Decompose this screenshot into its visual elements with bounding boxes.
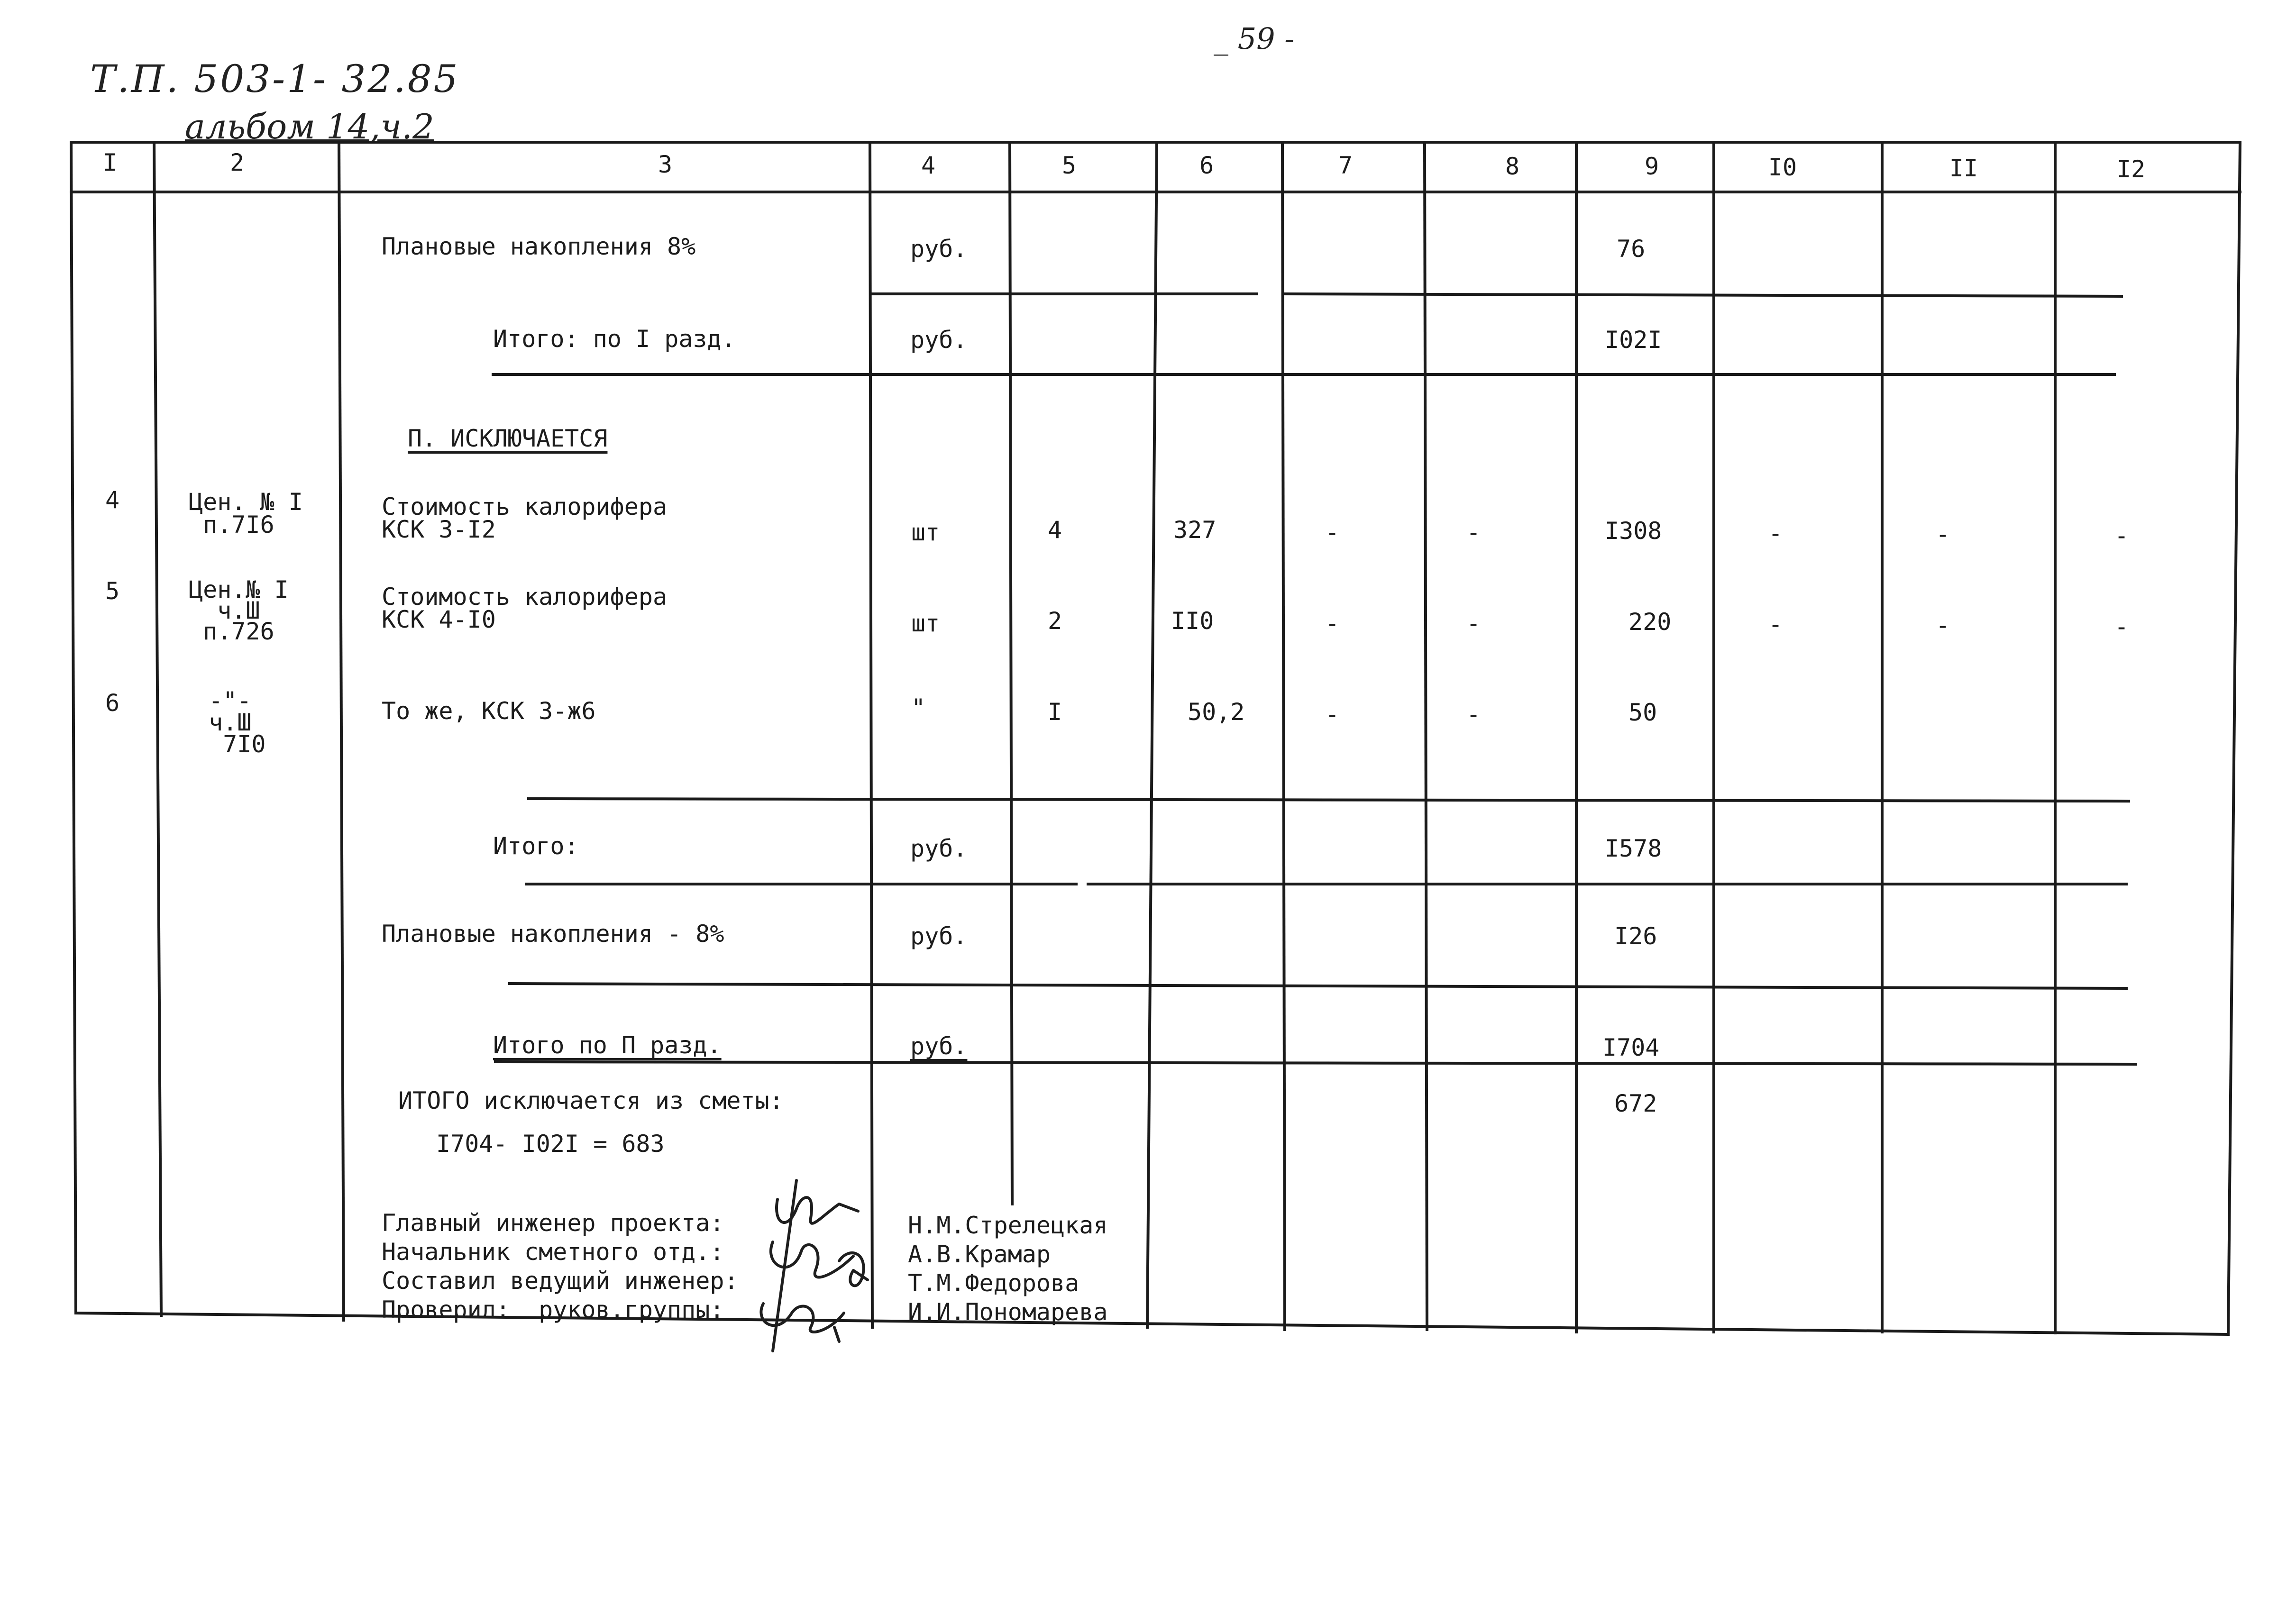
row5-unit: шт (911, 610, 940, 637)
total-unit: руб. (910, 835, 968, 862)
section-heading: П. ИСКЛЮЧАЕТСЯ (408, 425, 608, 452)
col-header-6: 6 (1199, 152, 1214, 179)
row4-qty: 4 (1048, 516, 1062, 544)
col-header-8: 8 (1505, 153, 1520, 180)
row6-unit: " (911, 694, 926, 721)
section1-total-label: Итого: по I разд. (493, 325, 736, 353)
row5-qty: 2 (1048, 607, 1062, 635)
plan-accumulation-unit: руб. (910, 235, 968, 263)
row4-col8: - (1466, 519, 1481, 546)
col-header-3: 3 (658, 151, 673, 178)
section2-total-unit: руб. (910, 1032, 968, 1060)
col-header-7: 7 (1338, 152, 1353, 179)
col-header-11: II (1949, 155, 1978, 182)
section1-total-unit: руб. (910, 326, 968, 354)
page-number: _ 59 - (1214, 21, 1295, 56)
plan-accumulation2-unit: руб. (910, 922, 968, 950)
col-header-9: 9 (1644, 153, 1659, 180)
handwritten-signatures (744, 1171, 906, 1360)
row4-col10: - (1768, 520, 1783, 547)
row5-price: II0 (1171, 607, 1214, 635)
row4-number: 4 (105, 486, 120, 514)
col-header-12: I2 (2116, 155, 2146, 183)
row4-price-ref: Цен. № I п.7I6 (189, 488, 303, 538)
section2-total-label: Итого по П разд. (493, 1031, 722, 1059)
row6-qty: I (1048, 698, 1062, 726)
row4-col7: - (1325, 519, 1340, 546)
section1-total-sum: I02I (1605, 326, 1662, 354)
excluded-total-label: ИТОГО исключается из сметы: (398, 1087, 784, 1114)
row6-col8: - (1466, 701, 1481, 728)
row4-unit: шт (911, 519, 940, 546)
row6-description: То же, КСК 3-ж6 (382, 697, 596, 725)
row6-number: 6 (105, 689, 120, 717)
col-header-10: I0 (1768, 154, 1797, 181)
album-reference: альбом 14,ч.2 (185, 107, 434, 146)
total-label: Итого: (493, 832, 579, 860)
row6-col7: - (1325, 701, 1340, 728)
row4-price: 327 (1173, 516, 1217, 544)
row5-number: 5 (105, 577, 120, 605)
row5-col12: - (2114, 613, 2129, 640)
col-header-4: 4 (921, 152, 936, 179)
row5-col8: - (1466, 610, 1481, 637)
row5-col11: - (1935, 611, 1950, 639)
row4-description: Стоимость калорифера КСК 3-I2 (382, 493, 668, 543)
excluded-total-formula: I704- I02I = 683 (436, 1130, 665, 1158)
plan-accumulation-sum: 76 (1617, 235, 1646, 263)
row6-price: 50,2 (1188, 698, 1245, 726)
row4-sum: I308 (1605, 517, 1662, 545)
col-header-1: I (102, 149, 118, 176)
row4-col11: - (1935, 520, 1950, 548)
signature-roles: Главный инженер проекта: Начальник сметного отд.: Составил ведущий инженер: Проверил: руков.группы: (382, 1209, 739, 1323)
row5-description: Стоимость калорифера КСК 4-I0 (382, 583, 668, 633)
col-header-2: 2 (229, 149, 245, 176)
signature-names: Н.М.Стрелецкая А.В.Крамар Т.М.Федорова И.И.Пономарева (908, 1212, 1108, 1326)
row5-price-ref: Цен.№ I ч.Ш п.726 (189, 576, 289, 645)
col-header-5: 5 (1061, 152, 1077, 179)
document-reference: Т.П. 503-1- 32.85 (90, 57, 460, 101)
row4-col12: - (2114, 522, 2129, 549)
plan-accumulation2-label: Плановые накопления - 8% (382, 920, 724, 948)
row5-sum: 220 (1628, 608, 1672, 636)
section2-total-sum: I704 (1602, 1034, 1660, 1061)
plan-accumulation2-sum: I26 (1614, 922, 1657, 950)
row5-col7: - (1325, 610, 1340, 637)
row6-sum: 50 (1628, 699, 1657, 726)
plan-accumulation-label: Плановые накопления 8% (382, 233, 696, 260)
row5-col10: - (1768, 611, 1783, 638)
row6-price-ref: -"- ч.Ш 7I0 (209, 687, 266, 758)
excluded-total-sum: 672 (1614, 1090, 1657, 1117)
total-sum: I578 (1605, 835, 1662, 862)
